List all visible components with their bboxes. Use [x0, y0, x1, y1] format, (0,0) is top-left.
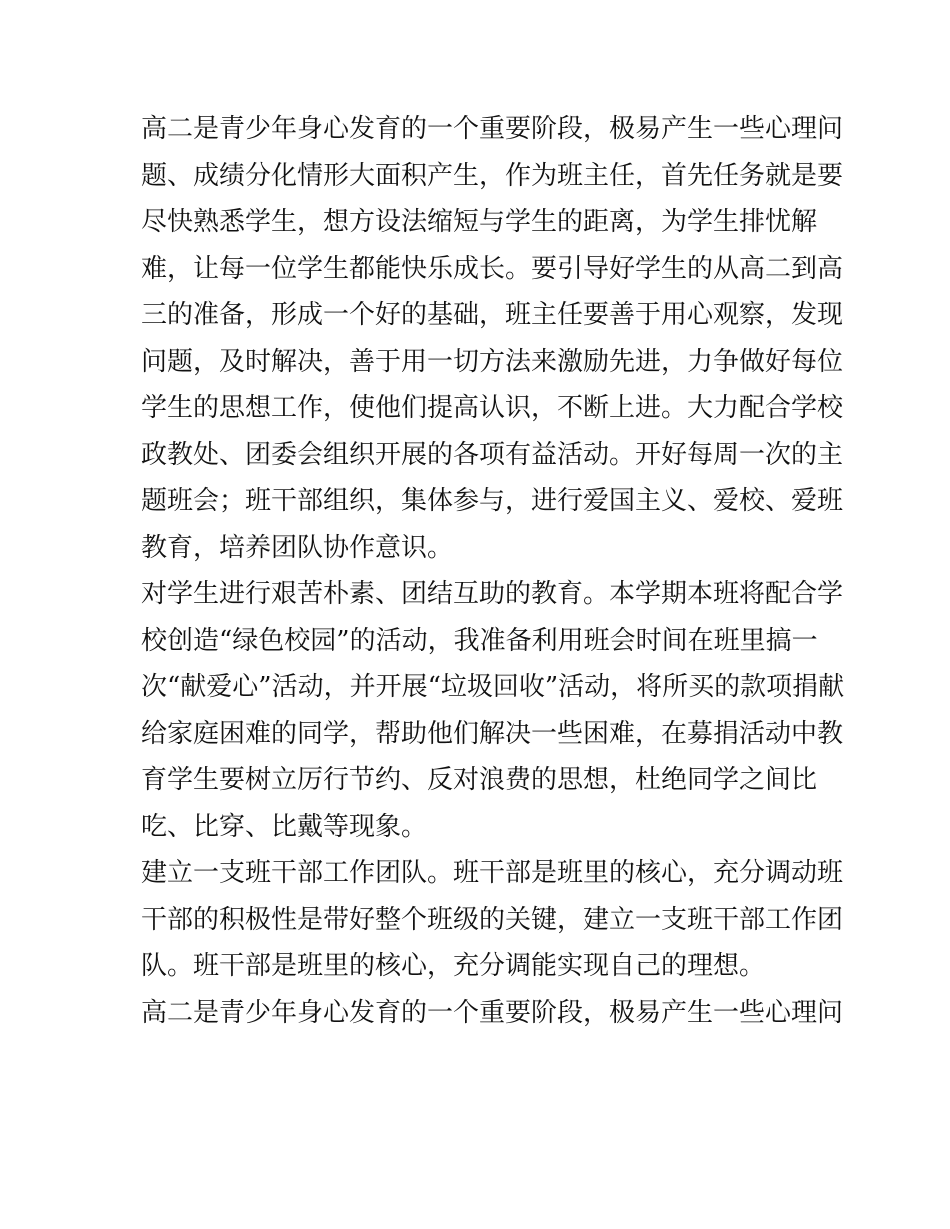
text-line: 干部的积极性是带好整个班级的关键，建立一支班干部工作团 [141, 904, 844, 935]
paragraph-1 [141, 106, 844, 571]
text-line: 吃、比穿、比戴等现象。 [141, 811, 428, 842]
text-line: 难，让每一位学生都能快乐成长。要引导好学生的从高二到高 [141, 253, 844, 284]
paragraph-3 [141, 850, 844, 990]
text-line: 政教处、团委会组织开展的各项有益活动。开好每周一次的主 [141, 439, 844, 470]
text-line: 高二是青少年身心发育的一个重要阶段，极易产生一些心理问 [141, 997, 844, 1028]
text-line: 尽快熟悉学生，想方设法缩短与学生的距离，为学生排忧解 [141, 207, 818, 237]
text-line: 次“献爱心”活动，并开展“垃圾回收”活动，将所买的款项捐献 [141, 672, 845, 702]
text-line: 题班会；班干部组织，集体参与，进行爱国主义、爱校、爱班 [141, 486, 844, 516]
text-line: 对学生进行艰苦朴素、团结互助的教育。本学期本班将配合学 [141, 579, 844, 609]
text-line: 三的准备，形成一个好的基础，班主任要善于用心观察，发现 [141, 300, 844, 330]
document-body [141, 106, 845, 1036]
text-line: 高二是青少年身心发育的一个重要阶段，极易产生一些心理问 [141, 114, 844, 144]
text-line: 学生的思想工作，使他们提高认识，不断上进。大力配合学校 [141, 393, 844, 423]
text-line: 给家庭困难的同学，帮助他们解决一些困难，在募捐活动中教 [141, 718, 844, 749]
text-line: 队。班干部是班里的核心，充分调能实现自己的理想。 [141, 951, 766, 981]
text-line: 建立一支班干部工作团队。班干部是班里的核心，充分调动班 [141, 858, 844, 888]
text-line: 校创造“绿色校园”的活动，我准备利用班会时间在班里搞一 [141, 625, 818, 656]
text-line: 问题，及时解决，善于用一切方法来激励先进，力争做好每位 [141, 346, 844, 377]
text-line: 育学生要树立厉行节约、反对浪费的思想，杜绝同学之间比 [141, 765, 818, 795]
paragraph-2 [141, 571, 845, 850]
paragraph-4 [141, 990, 844, 1037]
text-line: 教育，培养团队协作意识。 [141, 532, 454, 563]
text-line: 题、成绩分化情形大面积产生，作为班主任，首先任务就是要 [141, 160, 844, 191]
